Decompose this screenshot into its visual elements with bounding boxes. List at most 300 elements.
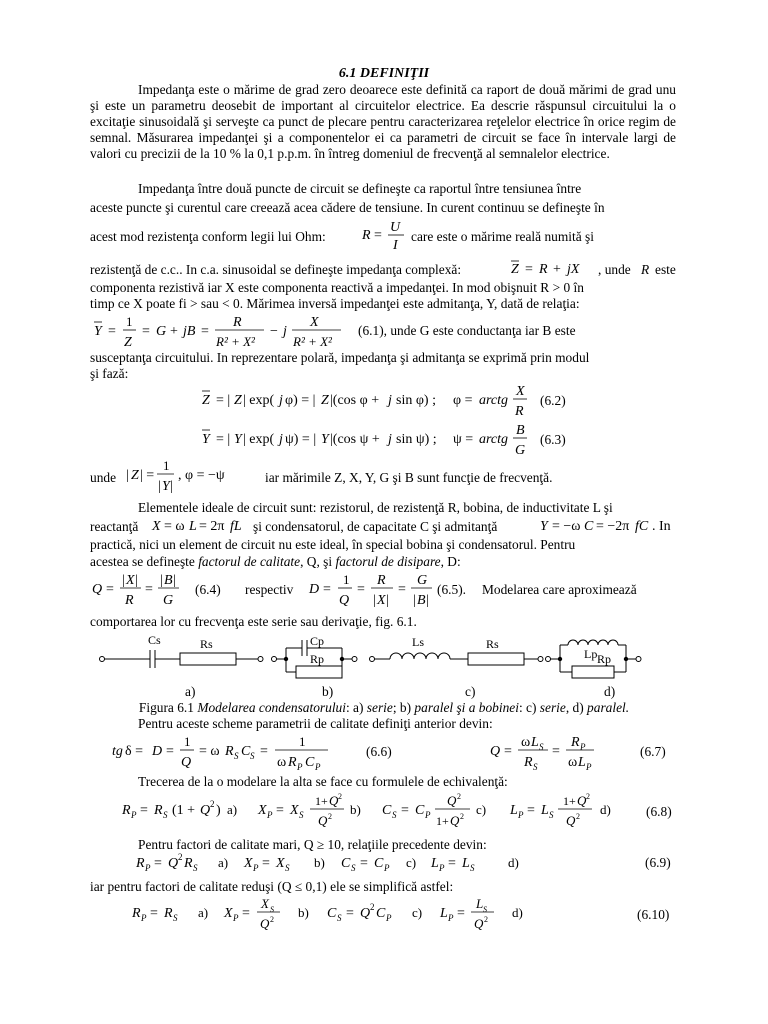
svg-text:S: S [549,810,554,820]
svg-text:=: = [276,803,284,818]
svg-text:R: R [539,262,548,277]
svg-text:j: j [283,324,287,339]
svg-text:S: S [193,863,198,873]
eq-number-6-2: (6.2) [540,393,566,408]
svg-text:2: 2 [457,792,461,801]
admittance-formula [92,311,362,355]
svg-text:arctg: arctg [479,432,509,447]
paragraph-intro-text: Impedanţa este o mărime de grad zero deoarece este definită ca raport de două mărimi de grad unu şi este un parametru deosebit de important al circuitelor electrice. Ea descrie răspunsul circuitului la o excitaţie sinusoidală şi serveşte ca punct de plecare pentru caracterizarea reţelelor electrice în orice regim de semnal. Măsurarea impedanţei şi a componentelor ei ca parametri de circuit se face în intervale largi de valori cu precizii de la 10 % la 0,1 p.p.m. în întreg domeniul de frecvenţă al semnalelor electrice. [90,82,676,161]
svg-text:. In: . In [652,519,671,534]
polar-impedance-svg [200,380,540,420]
caption-t5: paralel şi a bobinei [414,700,519,715]
svg-text:L: L [510,803,518,818]
svg-text:2: 2 [484,915,488,924]
para3-line1: Elementele ideale de circuit sunt: rezistorul, de rezistenţă R, bobina, de inductivitate L şi [138,500,613,515]
svg-text:Q: Q [474,916,484,931]
svg-text:1: 1 [163,458,170,473]
svg-text:P: P [518,810,524,820]
var-r: R [641,262,650,277]
svg-text:= |: = | [216,432,231,447]
svg-text:1+: 1+ [563,794,576,808]
svg-text:=: = [527,803,535,818]
modulus-relation-svg [124,455,264,495]
low-q-610-svg [130,893,550,935]
resistor-rs-c [468,653,524,665]
svg-text:+: + [170,324,178,339]
svg-text:C: C [305,755,315,770]
quality-factor-svg [90,569,190,609]
svg-text:R: R [154,803,163,818]
terminal-a-right [258,657,263,662]
svg-text:S: S [234,751,239,761]
svg-text:R: R [362,228,371,243]
svg-text:Q: Q [318,813,328,828]
svg-text:1+: 1+ [315,794,328,808]
label-rs-c: Rs [486,637,499,651]
svg-text:X: X [152,519,161,534]
svg-text:P: P [297,762,303,771]
svg-text:=: = [357,582,365,597]
svg-text:2: 2 [270,915,274,924]
svg-text:B: B [164,573,173,588]
svg-text:1+: 1+ [436,814,449,828]
svg-text:P: P [580,742,586,752]
svg-text:C: C [327,906,337,921]
eq-number-6-7: (6.7) [640,744,666,759]
svg-text:P: P [384,863,390,873]
svg-text:|: | [373,593,376,608]
polar-admittance-svg [200,419,540,459]
dissipation-factor-term: factorul de disipare [335,554,441,569]
svg-text:, φ = −ψ: , φ = −ψ [178,468,225,483]
svg-text:C: C [241,744,251,759]
para2-line4b: , unde [598,262,631,277]
svg-text:= 2π: = 2π [199,519,225,534]
svg-text:=: = [154,856,162,871]
svg-text:Q: Q [339,593,350,608]
svg-text:R: R [233,315,242,330]
label-cs: Cs [148,633,161,647]
svg-text:= |: = | [216,393,231,408]
para3-line4a: acestea se defineşte [90,554,195,569]
svg-text:X: X [224,906,233,921]
eq610-a: a) [198,905,209,920]
caption-t1: Modelarea condensatorului [197,700,346,715]
svg-text:=: = [140,803,148,818]
svg-text:L: L [476,896,484,911]
svg-text:2: 2 [178,852,183,862]
svg-text:C: C [584,519,594,534]
eq-number-6-8: (6.8) [646,804,672,819]
terminal-d-left [546,657,551,662]
svg-text:Q: Q [181,755,192,770]
factori-mari-text: Pentru factori de calitate mari, Q ≥ 10, relaţiile precedente devin: [138,837,487,852]
quality-factor-formula [90,569,190,613]
svg-text:=: = [166,744,174,759]
svg-text:|: | [426,593,429,608]
caption-t9: paralel. [587,700,630,715]
svg-text:S: S [163,810,168,820]
svg-text:L: L [462,856,470,871]
svg-text:U: U [390,220,401,235]
svg-text:|(cos ψ +: |(cos ψ + [330,432,380,447]
label-rp-d: Rp [597,652,612,666]
svg-text:C: C [382,803,392,818]
dissipation-factor-svg [307,569,437,609]
svg-text:I: I [393,238,398,252]
svg-text:=: = [106,582,114,597]
svg-text:|: | [160,573,163,588]
unde-label: unde [90,470,117,485]
svg-text:=: = [201,324,209,339]
caption-t8: , d) [565,700,584,715]
equivalence-formulas-68 [120,790,640,836]
after-figure-text: Pentru aceste scheme parametrii de calitate definiţi anterior devin: [138,716,493,731]
eq68-b: b) [350,802,361,817]
modulus-relation-formula [124,455,264,499]
paragraph-intro [90,82,676,162]
svg-text:Y: Y [540,519,548,534]
eq69-a: a) [218,855,229,870]
eq68-a: a) [227,802,238,817]
terminal-c-left [370,657,375,662]
svg-text:R: R [184,856,193,871]
caption-t6: : c) [518,700,537,715]
svg-text:=: = [142,324,150,339]
svg-text:P: P [131,810,137,820]
svg-text:2: 2 [460,812,464,821]
svg-text:|: | [135,573,138,588]
section-heading: 6.1 DEFINIŢII [338,66,430,81]
eq-number-6-10: (6.10) [637,907,670,922]
svg-text:Q: Q [260,916,270,931]
svg-text:Q: Q [566,813,576,828]
svg-text:L: L [189,519,197,534]
circuit-figure [90,632,680,684]
svg-text:=: = [360,856,368,871]
factori-redusi-text: iar pentru factori de calitate reduşi (Q ≤ 0,1) ele se simplifică astfel: [90,879,454,894]
svg-text:|: | [386,593,389,608]
svg-text:G: G [163,593,174,608]
eq69-c: c) [406,855,417,870]
inductor-lp [568,640,618,645]
svg-text:=: = [552,744,560,759]
svg-text:S: S [470,863,475,873]
terminal-b-right [352,657,357,662]
terminal-b-left [272,657,277,662]
svg-text:| exp(: | exp( [243,432,275,447]
svg-text:C: C [374,856,384,871]
svg-text:=: = [398,582,406,597]
svg-text:X: X [258,803,267,818]
svg-text:2: 2 [328,812,332,821]
svg-text:P: P [253,863,259,873]
eq68-c: c) [476,802,487,817]
trecerea-text: Trecerea de la o modelare la alta se face cu formulele de echivalenţă: [138,774,508,789]
svg-text:1: 1 [343,572,350,587]
terminal-c-right [538,657,543,662]
svg-text:R² + X²: R² + X² [216,334,255,349]
para3-line3: practică, nici un element de circuit nu este ideal, în special bobina şi condensatorul. Pentru [90,537,576,552]
svg-text:=: = [260,744,268,759]
reactance-svg [150,514,270,536]
svg-text:X: X [244,856,253,871]
svg-text:φ =: φ = [453,393,473,408]
para3-line6: comportarea lor cu frecvenţa este serie sau derivaţie, fig. 6.1. [90,614,417,629]
svg-text:P: P [448,913,454,923]
svg-text:S: S [270,905,274,914]
para2-line4a: rezistenţă de c.c.. In c.a. sinusoidal se defineşte impedanţa complexă: [90,262,462,277]
terminal-d-right [636,657,641,662]
svg-text:R: R [515,404,524,419]
figure-sub-d: d) [604,684,616,699]
svg-text:=: = [346,906,354,921]
quality-factor-term: factorul de calitate [198,554,301,569]
figure-sub-a: a) [185,684,196,699]
para2-line7: (6.1), unde G este conductanţa iar B este [358,323,576,338]
svg-text:=: = [108,324,116,339]
svg-text:2: 2 [576,812,580,821]
para2-line4c: este [655,262,676,277]
eq69-b: b) [314,855,325,870]
svg-text:|: | [413,593,416,608]
tan-delta-formula [110,731,340,775]
svg-text:sin ψ) ;: sin ψ) ; [396,432,437,447]
svg-text:X: X [377,593,386,608]
svg-text:Q: Q [577,793,587,808]
ohm-law-formula [360,218,410,256]
unde-rest: iar mărimile Z, X, Y, G şi B sunt funcţie de frecvenţă. [265,470,553,485]
svg-text:−: − [270,324,278,339]
eq-number-6-4: (6.4) [195,582,221,597]
svg-text:=: = [457,906,465,921]
svg-text:j: j [279,393,283,408]
para2-line2: aceste puncte şi curentul care creează acea cădere de tensiune. In curent continuu se defineşte în [90,200,605,215]
caption-t4: ; b) [392,700,412,715]
svg-text:P: P [425,810,431,820]
svg-text:jB: jB [183,324,196,339]
high-q-formulas-69 [134,851,534,877]
svg-text:D: D [309,582,320,597]
label-rs-a: Rs [200,637,213,651]
svg-text:1: 1 [184,734,191,749]
svg-text:1: 1 [299,734,306,749]
svg-text:= −ω: = −ω [552,519,581,534]
svg-text:G: G [417,573,428,588]
figure-caption [0,700,768,716]
svg-text:P: P [233,913,239,923]
svg-text:X: X [126,573,135,588]
svg-text:S: S [299,810,304,820]
svg-text:S: S [250,751,255,761]
svg-text:sin φ) ;: sin φ) ; [396,393,436,408]
svg-text:Q: Q [92,582,103,597]
para2-line3a: acest mod rezistenţa conform legii lui Ohm: [90,229,326,244]
para2-line8: susceptanţa circuitului. In reprezentare polară, impedanţa şi admitanţa se exprimă prin modul [90,350,590,365]
para3-line2a: reactanţă [90,519,139,534]
svg-text:Q: Q [168,856,179,871]
svg-text:=: = [504,744,512,759]
svg-text:Q: Q [360,906,371,921]
label-lp: Lp [584,647,598,661]
svg-text:=: = [374,228,382,243]
figure-sub-b: b) [322,684,334,699]
svg-text:|: | [126,468,129,483]
dissipation-factor-formula [307,569,437,613]
svg-text:R: R [125,593,134,608]
svg-text:L: L [578,755,586,770]
svg-text:Z: Z [511,262,519,277]
eq-number-6-5: (6.5). [437,582,467,597]
svg-text:R: R [377,573,386,588]
svg-text:j: j [388,393,392,408]
svg-text:P: P [267,810,273,820]
resistor-rs-a [180,653,236,665]
svg-text:S: S [173,913,178,923]
para2-line5: componenta rezistivă iar X este componenta reactivă a impedanţei. In mod obişnuit R > 0 în [90,280,584,295]
caption-t3: serie [366,700,393,715]
svg-text:P: P [586,762,592,771]
svg-text:ψ) = |: ψ) = | [285,432,317,447]
svg-text:j: j [388,432,392,447]
svg-text:=: = [401,803,409,818]
svg-text:2: 2 [338,792,342,801]
svg-text:2: 2 [586,792,590,801]
eq68-d: d) [600,802,611,817]
svg-text:fL: fL [230,519,242,534]
para3-line2b: şi condensatorul, de capacitate C şi admitanţă [253,519,498,534]
svg-text:=: = [150,906,158,921]
svg-text:+: + [553,262,561,277]
quality-67-svg [488,731,598,771]
svg-text:X: X [276,856,285,871]
svg-text:|: | [158,479,161,494]
svg-text:jX: jX [567,262,580,277]
eq610-b: b) [298,905,309,920]
svg-text:G: G [515,443,526,458]
svg-text:Q: Q [200,803,211,818]
label-rp-b: Rp [310,652,325,666]
svg-text:R: R [122,803,131,818]
svg-text:Y: Y [234,432,242,447]
svg-text:S: S [351,863,356,873]
svg-text:R: R [164,906,173,921]
respectiv-word: respectiv [245,582,294,597]
svg-text:=: = [323,582,331,597]
svg-text:Q: Q [329,793,339,808]
svg-text:=: = [145,582,153,597]
svg-text:1: 1 [126,314,133,329]
admittance-svg [92,311,362,351]
svg-text:B: B [516,423,525,438]
svg-text:S: S [337,913,342,923]
svg-text:R: R [524,755,533,770]
svg-text:C: C [376,906,386,921]
svg-text:X: X [516,384,525,399]
svg-text:): ) [216,803,221,818]
svg-text:X: X [261,896,269,911]
svg-text:j: j [279,432,283,447]
svg-text:P: P [386,913,392,923]
svg-text:L: L [440,906,448,921]
svg-text:S: S [285,863,290,873]
para3-line4e: , D: [440,554,461,569]
figure-sub-c: c) [465,684,476,699]
svg-text:=: = [448,856,456,871]
svg-text:Z: Z [124,335,132,350]
svg-text:|: | [170,479,173,494]
terminal-a-left [100,657,105,662]
caption-t7: serie [539,700,566,715]
svg-text:|: | [173,573,176,588]
para2-line1: Impedanţa între două puncte de circuit se defineşte ca raportul între tensiunea între [138,181,582,196]
svg-text:Q: Q [447,793,457,808]
inductor-ls [390,653,450,659]
svg-text:R: R [288,755,297,770]
para2-line6: timp ce X poate fi > sau < 0. Mărimea inversă impedanţei este admitanţa, Y, dată de relaţia: [90,296,580,311]
svg-text:(1 +: (1 + [172,803,196,818]
para3-line4 [90,554,461,570]
svg-text:Y: Y [94,324,102,339]
svg-text:2: 2 [370,902,375,912]
svg-text:B: B [417,593,426,608]
svg-text:Z: Z [202,393,210,408]
svg-text:X: X [290,803,299,818]
svg-text:L: L [431,856,439,871]
svg-text:R: R [136,856,145,871]
caption-prefix: Figura 6.1 [138,700,194,715]
svg-text:S: S [539,742,544,752]
svg-text:C: C [341,856,351,871]
svg-text:= ω: = ω [164,519,185,534]
svg-text:P: P [439,863,445,873]
svg-text:Y: Y [162,479,170,494]
svg-text:|: | [122,573,125,588]
capacitor-admittance-svg [538,514,678,536]
svg-text:=: = [242,906,250,921]
svg-text:G: G [156,324,167,339]
eq610-c: c) [412,905,423,920]
svg-text:C: C [415,803,425,818]
eq-number-6-9: (6.9) [645,855,671,870]
para3-line4c: , Q, şi [300,554,333,569]
label-cp: Cp [310,634,325,648]
quality-formula-67 [488,731,598,775]
svg-text:arctg: arctg [479,393,509,408]
svg-text:S: S [392,810,397,820]
svg-text:R² + X²: R² + X² [293,334,332,349]
para2-line3b: care este o mărime reală numită şi [411,229,594,244]
svg-text:R: R [225,744,234,759]
svg-text:L: L [531,735,539,750]
svg-text:R: R [571,735,580,750]
svg-text:Y: Y [202,432,210,447]
svg-text:Q: Q [490,744,501,759]
svg-text:Y: Y [321,432,329,447]
svg-text:R: R [132,906,141,921]
polar-impedance-formula [200,380,540,424]
svg-text:|(cos φ +: |(cos φ + [330,393,380,408]
svg-text:= −2π: = −2π [596,519,630,534]
svg-text:Z: Z [321,393,329,408]
svg-text:P: P [315,762,321,771]
low-q-formulas-610 [130,893,550,939]
svg-text:=: = [262,856,270,871]
svg-text:φ) = |: φ) = | [285,393,316,408]
modelarea-text: Modelarea care aproximează [482,582,637,597]
high-q-69-svg [134,851,534,873]
svg-text:X: X [310,315,319,330]
